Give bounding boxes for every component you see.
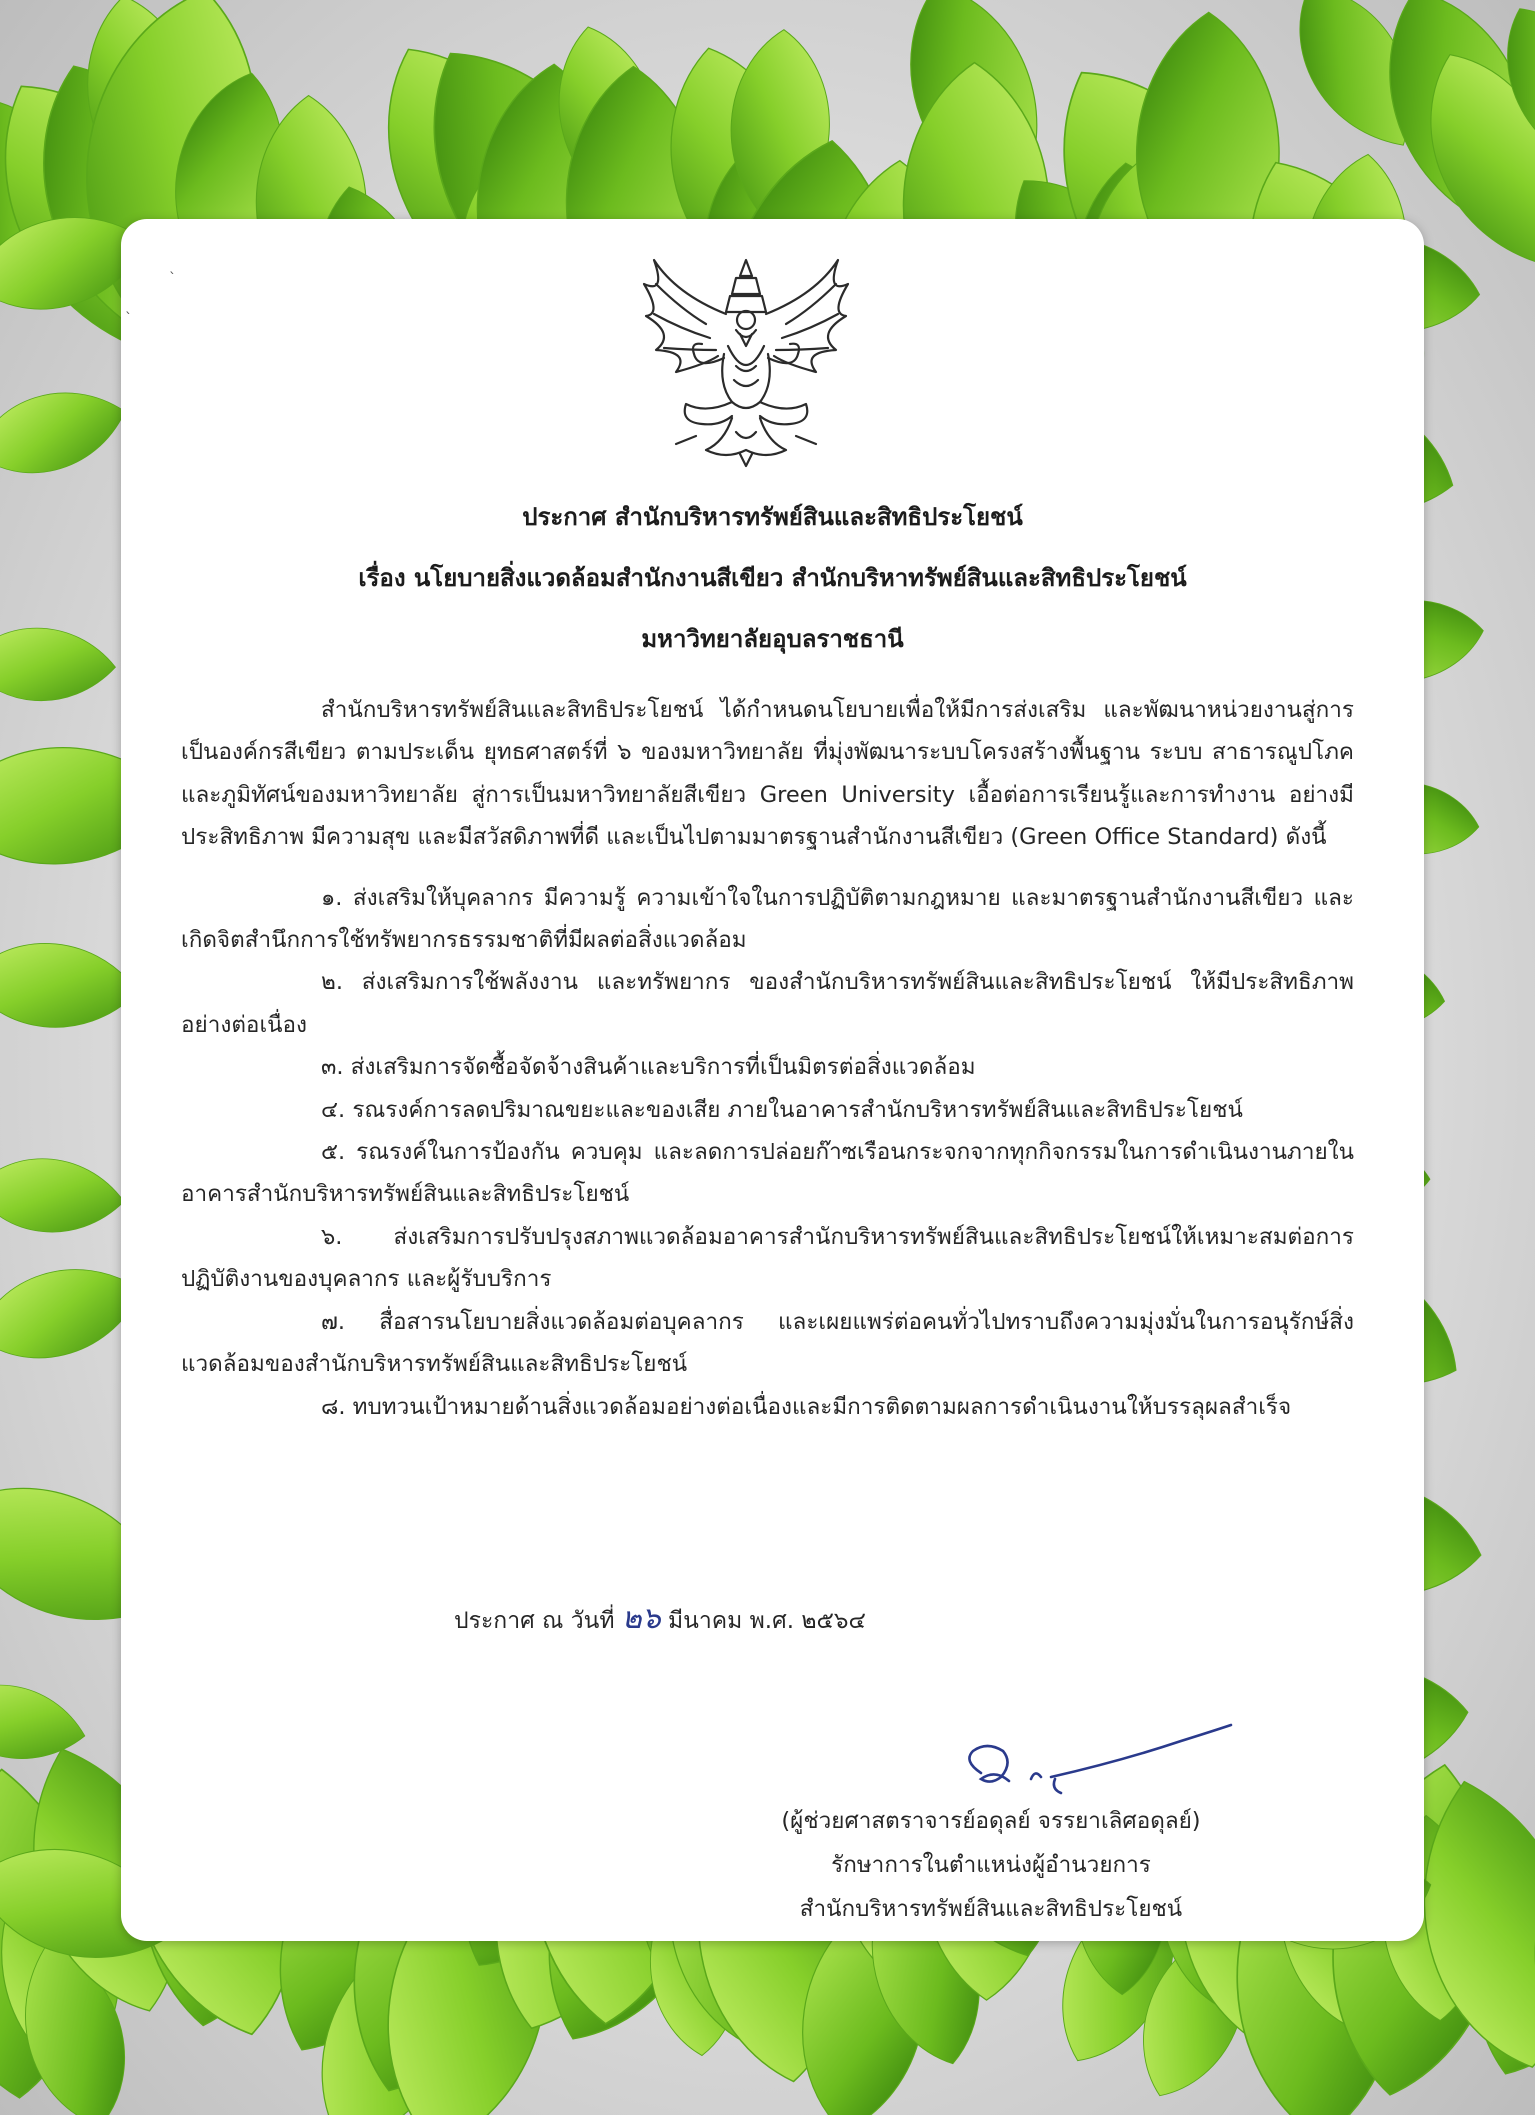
announcement-body (181, 689, 1354, 1428)
title-line-3: มหาวิทยาลัยอุบลราชธานี (641, 625, 904, 653)
date-day-handwritten: ๒๖ (621, 1601, 661, 1636)
stray-mark: ` (125, 311, 132, 327)
announcement-date (454, 1595, 866, 1642)
policy-item-8: ๘. ทบทวนเป้าหมายด้านสิ่งแวดล้อมอย่างต่อเนื่องและมีการติดตามผลการดำเนินงานให้บรรลุผลสำเร็จ (321, 1393, 1292, 1420)
leaf-shape (0, 626, 117, 704)
date-prefix: ประกาศ ณ วันที่ (454, 1608, 615, 1634)
handwritten-signature (951, 1721, 1301, 1811)
leaf-shape (0, 1153, 127, 1238)
policy-item-1: ๑. ส่งเสริมให้บุคลากร มีความรู้ ความเข้าใจในการปฏิบัติตามกฎหมาย และมาตรฐานสำนักงานสีเขียว และเกิดจิตสำนึกการใช้ทรัพยากรธรรมชาติที่มีผลต่อสิ่งแวดล้อม (181, 884, 1354, 954)
date-month-year: มีนาคม พ.ศ. ๒๕๖๔ (667, 1608, 866, 1634)
stray-mark: ` (169, 271, 176, 287)
title-line-1: ประกาศ สำนักบริหารทรัพย์สินและสิทธิประโยชน์ (522, 503, 1023, 531)
leaf-shape (0, 375, 135, 489)
title-line-2: เรื่อง นโยบายสิ่งแวดล้อมสำนักงานสีเขียว สำนักบริหาทรัพย์สินและสิทธิประโยชน์ (358, 564, 1187, 592)
intro-paragraph: สำนักบริหารทรัพย์สินและสิทธิประโยชน์ ได้กำหนดนโยบายเพื่อให้มีการส่งเสริม และพัฒนาหน่วยงานสู่การเป็นองค์กรสีเขียว ตามประเด็น ยุทธศาสตร์ที่ ๖ ของมหาวิทยาลัย ที่มุ่งพัฒนาระบบโครงสร้างพื้นฐาน ระบบ สาธารณูปโภค และภูมิทัศน์ของมหาวิทยาลัย สู่การเป็นมหาวิทยาลัยสีเขียว Green University เอื้อต่อการเรียนรู้และการทำงาน อย่างมีประสิทธิภาพ มีความสุข และมีสวัสดิภาพที่ดี และเป็นไปตามมาตรฐานสำนักงานสีเขียว (Green Office Standard) ดังนี้ (181, 697, 1354, 851)
policy-item-2: ๒. ส่งเสริมการใช้พลังงาน และทรัพยากร ของสำนักบริหารทรัพย์สินและสิทธิประโยชน์ ให้มีประสิทธิภาพอย่างต่อเนื่อง (181, 969, 1354, 1038)
garuda-emblem-icon (636, 254, 856, 469)
policy-item-7: ๗. สื่อสารนโยบายสิ่งแวดล้อมต่อบุคลากร และเผยแพร่ต่อคนทั่วไปทราบถึงความมุ่งมั่นในการอนุรักษ์สิ่งแวดล้อมของสำนักบริหารทรัพย์สินและสิทธิประโยชน์ (181, 1308, 1354, 1378)
signer-position: รักษาการในตำแหน่งผู้อำนวยการ (831, 1852, 1151, 1878)
signer-name: (ผู้ช่วยศาสตราจารย์อดุลย์ จรรยาเลิศอดุลย์) (781, 1808, 1201, 1834)
policy-item-6: ๖. ส่งเสริมการปรับปรุงสภาพแวดล้อมอาคารสำนักบริหารทรัพย์สินและสิทธิประโยชน์ให้เหมาะสมต่อการปฏิบัติงานของบุคลากร และผู้รับบริการ (181, 1223, 1354, 1293)
policy-item-5: ๕. รณรงค์ในการป้องกัน ควบคุม และลดการปล่อยก๊าซเรือนกระจกจากทุกกิจกรรมในการดำเนินงานภายในอาคารสำนักบริหารทรัพย์สินและสิทธิประโยชน์ (181, 1139, 1354, 1208)
signer-office: สำนักบริหารทรัพย์สินและสิทธิประโยชน์ (799, 1896, 1183, 1922)
policy-item-4: ๔. รณรงค์การลดปริมาณขยะและของเสีย ภายในอาคารสำนักบริหารทรัพย์สินและสิทธิประโยชน์ (321, 1096, 1243, 1123)
policy-item-3: ๓. ส่งเสริมการจัดซื้อจัดจ้างสินค้าและบริการที่เป็นมิตรต่อสิ่งแวดล้อม (321, 1054, 976, 1081)
announcement-card (121, 219, 1424, 1941)
